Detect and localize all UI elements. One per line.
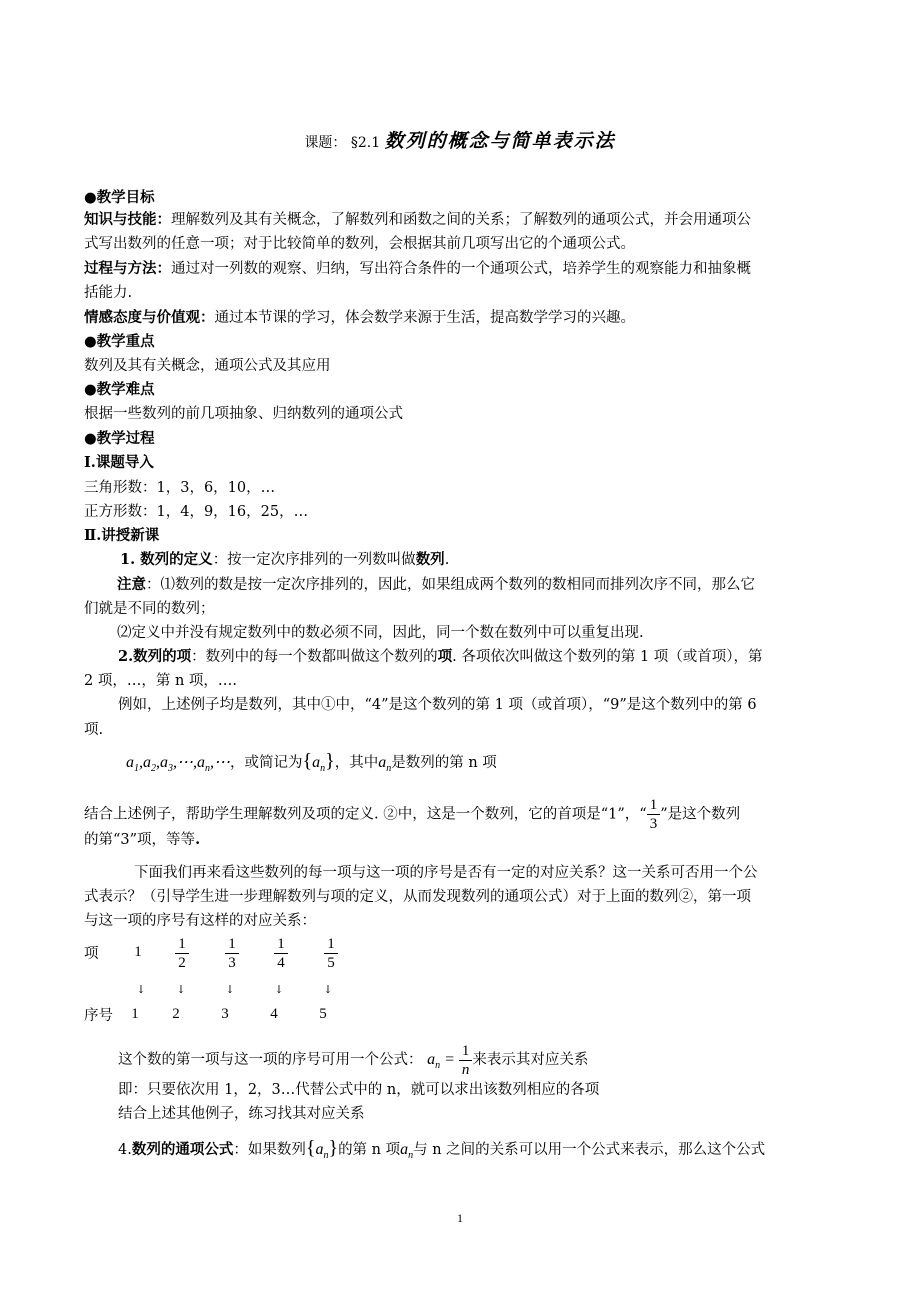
term-5: $\frac{1}{5}$	[316, 935, 346, 972]
replace-line: 即：只要依次用 1，2，3…代替公式中的 n，就可以求出该数列相应的各项	[118, 1082, 600, 1098]
combine-line2	[84, 830, 200, 850]
formula-line	[118, 1042, 588, 1079]
example-line1: 例如，上述例子均是数列，其中①中，“4”是这个数列的第 1 项（或首项），“9”是这个数列中的第 6	[118, 697, 757, 713]
index-4: 4	[270, 1006, 278, 1022]
definition-label: 1. 数列的定义	[120, 551, 213, 568]
general-term-label: 数列的通项公式	[131, 1141, 234, 1158]
title-section: §2.1	[350, 135, 381, 151]
definition-line	[120, 550, 449, 570]
term-4: $\frac{1}{4}$	[266, 935, 296, 972]
fraction-one-third: $\frac{1}{3}$	[647, 796, 661, 833]
general-term-line	[118, 1138, 765, 1166]
index-2: 2	[172, 1006, 180, 1022]
sequence-notation-line	[126, 751, 497, 779]
goals-knowledge-line1	[84, 210, 751, 230]
index-5: 5	[319, 1006, 327, 1022]
term-1: 1	[134, 944, 142, 960]
note-text-1: ：⑴数列的数是按一定次序排列的，因此，如果组成两个数列的数相同而排列次序不同，那么它	[146, 577, 755, 593]
combine-line1	[84, 796, 740, 833]
knowledge-label: 知识与技能：	[84, 211, 171, 228]
sequence-short-label: ，或简记为	[230, 755, 303, 771]
note-label: 注意	[117, 576, 146, 593]
goals-heading: ●教学目标	[84, 189, 155, 206]
emotion-text: 通过本节课的学习，体会数学来源于生活，提高数学学习的兴趣。	[214, 310, 635, 326]
goals-process-line1	[84, 259, 751, 279]
nth-term-symbol: $a_n$	[378, 754, 392, 775]
next-line2: 式表示？（引导学生进一步理解数列与项的定义，从而发现数列的通项公式）对于上面的数列②，第一项	[84, 889, 751, 905]
definition-end: .	[444, 552, 450, 568]
general-term-number: 4.	[118, 1142, 132, 1158]
arrow-5: ↓	[323, 983, 333, 996]
general-term-text-1: ：如果数列	[233, 1142, 306, 1158]
general-term-sequence: $\{a_n\}$	[305, 1137, 339, 1162]
term-2: $\frac{1}{2}$	[167, 935, 197, 972]
arrow-3: ↓	[225, 983, 235, 996]
combine-text-a: 结合上述例子，帮助学生理解数列及项的定义. ②中，这是一个数列，它的首项是“1”，“	[84, 806, 647, 823]
goals-emotion-line	[84, 308, 635, 328]
knowledge-text-1: 理解数列及其有关概念，了解数列和函数之间的关系；了解数列的通项公式，并会用通项公	[171, 212, 751, 228]
arrow-1: ↓	[136, 983, 146, 996]
arrow-4: ↓	[274, 983, 284, 996]
note-line2: 们就是不同的数列；	[84, 601, 215, 617]
next-line3: 与这一项的序号有这样的对应关系：	[84, 913, 316, 929]
table-item-label: 项	[84, 946, 99, 962]
process-text-1: 通过对一列数的观察、归纳，写出符合条件的一个通项公式，培养学生的观察能力和抽象概	[171, 261, 751, 277]
next-line1: 下面我们再来看这些数列的每一项与这一项的序号是否有一定的对应关系？这一关系可否用一个公	[134, 865, 758, 881]
combine-text-c: 的第“3”项，等等	[84, 832, 196, 848]
square-numbers: 正方形数：1，4，9，16，25，…	[84, 504, 309, 520]
title-main: 数列的概念与简单表示法	[384, 130, 616, 152]
intro-heading: Ⅰ.课题导入	[84, 454, 154, 471]
difficulty-text: 根据一些数列的前几项抽象、归纳数列的通项公式	[84, 406, 403, 422]
title-prefix: 课题：	[304, 135, 347, 151]
goals-knowledge-line2: 式写出数列的任意一项；对于比较简单的数列，会根据其前几项写出它的个通项公式。	[84, 236, 635, 252]
practice-line: 结合上述其他例子，练习找其对应关系	[118, 1106, 365, 1122]
sequence-where: ，其中	[334, 755, 379, 771]
formula-text: 这个数的第一项与这一项的序号可用一个公式：	[118, 1052, 423, 1069]
arrow-2: ↓	[176, 983, 186, 996]
focus-text: 数列及其有关概念，通项公式及其应用	[84, 358, 331, 374]
note-line1	[117, 575, 755, 595]
item-term: 项	[437, 648, 453, 665]
table-index-label: 序号	[84, 1008, 113, 1024]
process-heading: ●教学过程	[84, 430, 155, 447]
triangle-numbers: 三角形数：1，3，6，10，…	[84, 480, 276, 496]
focus-heading: ●教学重点	[84, 333, 155, 350]
formula-after-text: 来表示其对应关系	[472, 1052, 589, 1069]
example-line2: 项.	[84, 722, 104, 738]
index-3: 3	[221, 1006, 229, 1022]
page-number: 1	[457, 1211, 463, 1225]
difficulty-heading: ●教学难点	[84, 381, 155, 398]
combine-dot: .	[195, 831, 201, 848]
item-line1	[118, 647, 763, 667]
note-line3: ⑵定义中并没有规定数列中的数必须不同，因此，同一个数在数列中可以重复出现.	[117, 625, 644, 641]
sequence-nth-term-text: 是数列的第 n 项	[391, 755, 497, 771]
general-term-text-2: 的第 n 项	[338, 1142, 401, 1158]
item-line2: 2 项，…，第 n 项，….	[84, 673, 237, 689]
general-term-text-3: 与 n 之间的关系可以用一个公式来表示，那么这个公式	[413, 1142, 766, 1158]
general-term-formula: $a_n$ = $\frac{1}{n}$	[427, 1051, 472, 1068]
sequence-notation: $a_1,a_2,a_3,\cdots,a_n,\cdots$	[126, 754, 230, 775]
item-text-1: ：数列中的每一个数都叫做这个数列的	[191, 649, 438, 665]
definition-term: 数列	[415, 551, 445, 568]
emotion-label: 情感态度与价值观：	[84, 309, 215, 326]
page-title	[0, 126, 920, 153]
item-label: 2.数列的项	[118, 648, 192, 665]
index-1: 1	[131, 1006, 139, 1022]
term-3: $\frac{1}{3}$	[217, 935, 247, 972]
goals-process-line2: 括能力.	[84, 285, 133, 301]
definition-text: ：按一定次序排列的一列数叫做	[212, 552, 416, 568]
item-text-2: . 各项依次叫做这个数列的第 1 项（或首项），第	[452, 649, 763, 665]
combine-text-b: ”是这个数列	[660, 806, 741, 823]
process-label: 过程与方法：	[84, 260, 171, 277]
general-term-an: $a_n$	[400, 1141, 414, 1162]
new-lesson-heading: Ⅱ.讲授新课	[84, 527, 160, 544]
sequence-brace-notation: $\{a_n\}$	[302, 750, 335, 775]
